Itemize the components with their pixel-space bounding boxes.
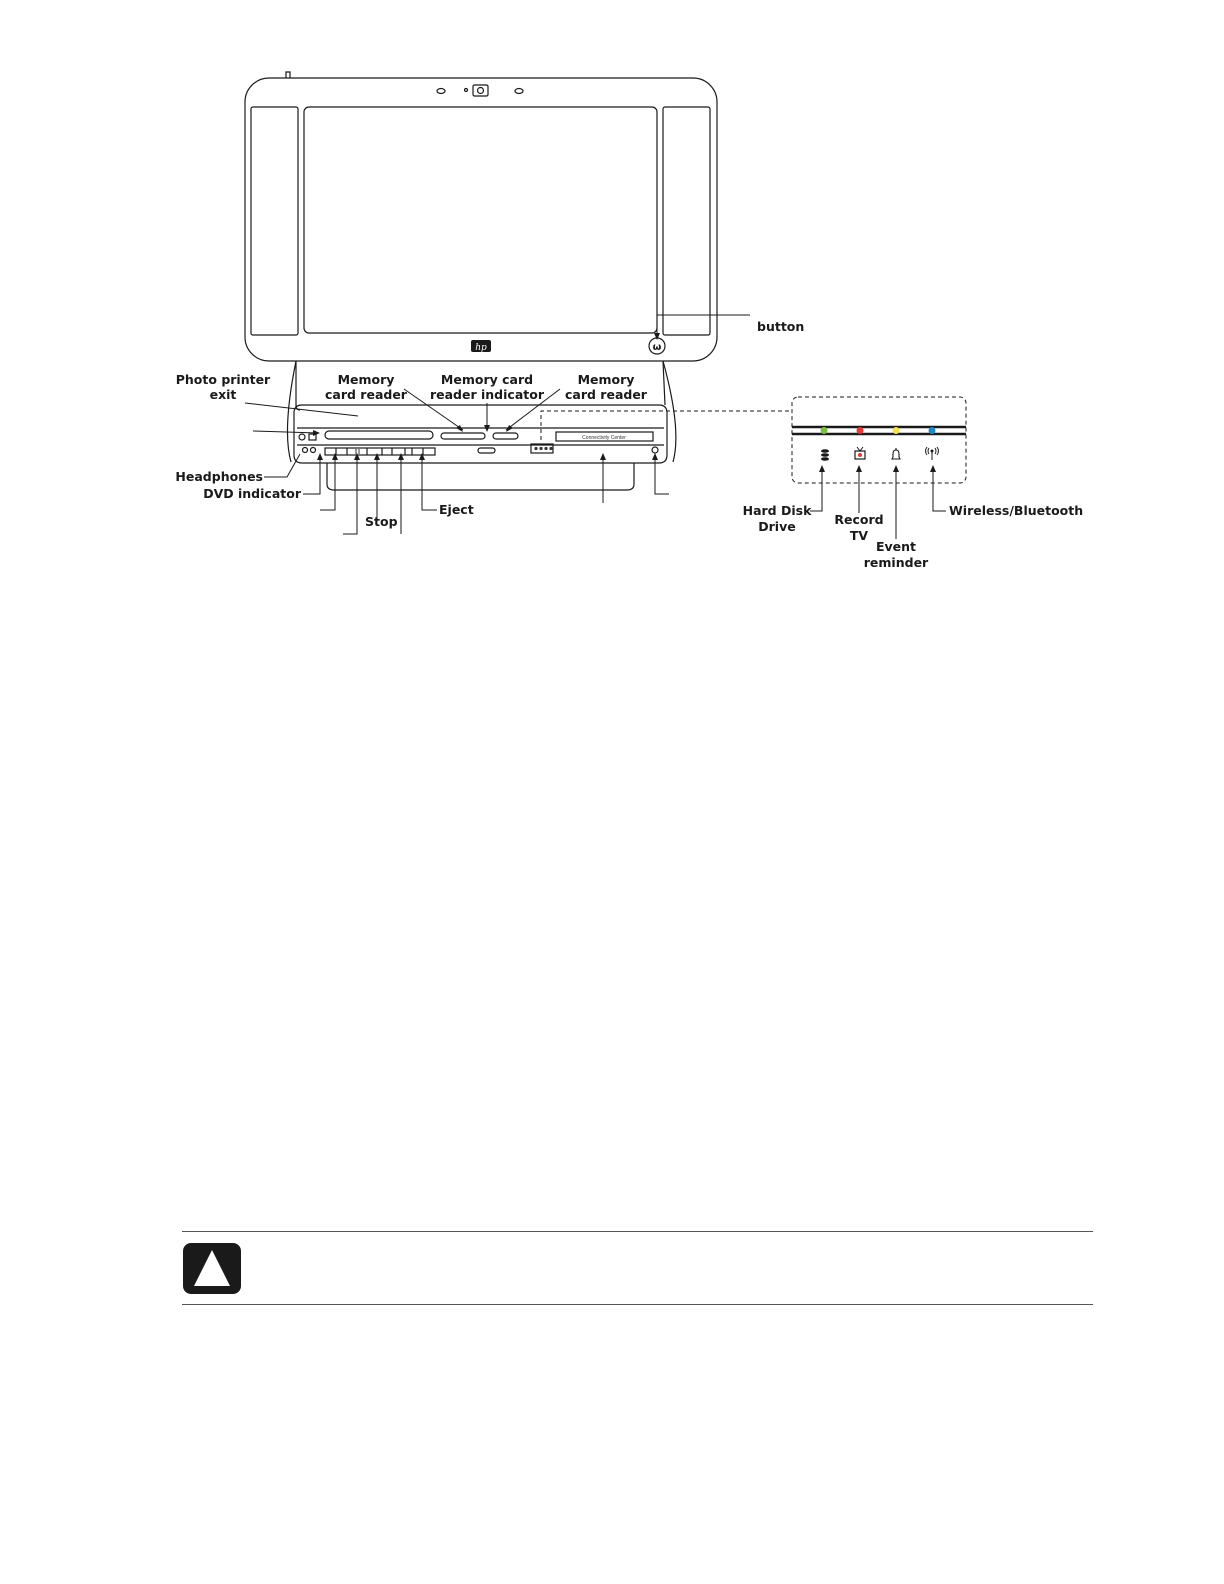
memory-card-slot-right: [493, 433, 518, 439]
optical-drive-slot: [325, 431, 433, 439]
led-record-tv: [857, 427, 864, 434]
label-memory-card-reader-indicator-line2: reader indicator: [429, 387, 545, 402]
warning-triangle-icon: [183, 1243, 241, 1294]
database-icon: [821, 449, 829, 461]
led-hard-disk: [821, 427, 828, 434]
label-hard-disk-drive-line1: Hard Disk: [742, 503, 812, 518]
antenna-icon: [926, 447, 939, 460]
label-stop: Stop: [365, 514, 398, 529]
hp-logo-text: hp: [475, 343, 487, 353]
media-button-row: [325, 448, 435, 455]
antenna-nub: [286, 72, 290, 78]
stand-left-leg: [296, 361, 300, 410]
label-eject: Eject: [439, 502, 474, 517]
label-memory-card-reader-indicator-line1: Memory card: [440, 372, 534, 387]
label-event-reminder-line1: Event: [875, 539, 917, 554]
webcam-lens: [478, 88, 484, 94]
center-button: [478, 448, 495, 453]
label-headphones: Headphones: [175, 469, 263, 484]
port-1: [299, 434, 305, 440]
led-event-reminder: [893, 427, 900, 434]
screen: [304, 107, 657, 333]
label-record-tv-line1: Record: [834, 512, 884, 527]
mic-jack: [311, 448, 316, 453]
arrowheads: [313, 333, 936, 472]
label-dvd-indicator: DVD indicator: [203, 486, 301, 501]
label-wireless-bluetooth: Wireless/Bluetooth: [949, 503, 1084, 518]
webcam-led: [465, 89, 468, 92]
label-hard-disk-drive-line2: Drive: [758, 519, 796, 534]
stand-base: [327, 463, 634, 490]
label-photo-printer-exit-line2: exit: [209, 387, 237, 402]
left-speaker: [251, 107, 298, 335]
indicator-zoom-panel: [792, 397, 966, 483]
microphone-right: [515, 89, 523, 94]
label-memory-card-reader-right-line2: card reader: [565, 387, 647, 402]
label-memory-card-reader-left-line2: card reader: [325, 387, 407, 402]
right-speaker: [663, 107, 710, 335]
monitor-body: [245, 78, 717, 361]
label-memory-card-reader-left-line1: Memory: [337, 372, 395, 387]
microphone-left: [437, 89, 445, 94]
connectivity-center-label: Connectivity Center: [582, 434, 626, 441]
label-event-reminder-line2: reminder: [863, 555, 929, 570]
label-photo-printer-exit-line1: Photo printer: [175, 372, 271, 387]
usb-port-right: [652, 447, 658, 453]
stand-left-edge: [287, 361, 296, 462]
bell-icon: [892, 448, 900, 459]
memory-card-slot-left: [441, 433, 485, 439]
label-record-tv-line2: TV: [849, 528, 869, 543]
headphone-jack: [303, 448, 308, 453]
tv-icon: [855, 447, 865, 459]
webcam: [473, 85, 488, 96]
media-center-logo-icon: ω: [652, 342, 662, 353]
warning-rule-bottom: [182, 1304, 1093, 1305]
warning-rule-top: [182, 1231, 1093, 1232]
label-button: button: [757, 319, 805, 334]
led-wireless: [929, 427, 936, 434]
label-memory-card-reader-right-line1: Memory: [577, 372, 635, 387]
